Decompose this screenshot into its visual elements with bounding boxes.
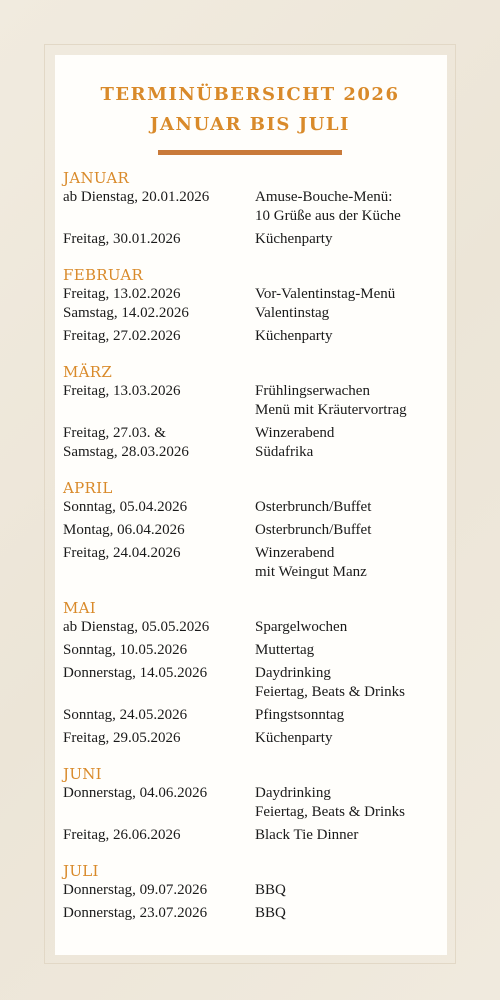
event-description-line: BBQ xyxy=(255,882,286,898)
event-description-line: Frühlingserwachen xyxy=(255,383,370,399)
event-description xyxy=(255,382,453,420)
event-date-line: Samstag, 28.03.2026 xyxy=(63,444,189,460)
event-description xyxy=(255,544,453,582)
event-date xyxy=(63,618,255,637)
event-description-line: 10 Grüße aus der Küche xyxy=(255,208,401,224)
event-date xyxy=(63,382,255,420)
month-heading: MÄRZ xyxy=(63,363,113,381)
event-description-line: Küchenparty xyxy=(255,231,333,247)
event-description-line: Küchenparty xyxy=(255,730,333,746)
event-entry xyxy=(63,230,453,249)
event-description xyxy=(255,230,453,249)
event-date-line: Freitag, 27.02.2026 xyxy=(63,328,181,344)
month-section xyxy=(63,362,453,462)
event-entry xyxy=(63,618,453,637)
event-description-line: Menü mit Kräutervortrag xyxy=(255,402,407,418)
event-date-line: Sonntag, 10.05.2026 xyxy=(63,642,188,658)
event-date-line: Sonntag, 24.05.2026 xyxy=(63,707,188,723)
event-schedule xyxy=(63,168,453,927)
event-date xyxy=(63,706,255,725)
event-date xyxy=(63,498,255,517)
event-description-line: Feiertag, Beats & Drinks xyxy=(255,804,405,820)
event-description xyxy=(255,784,453,822)
event-description xyxy=(255,826,453,845)
event-date-line: Freitag, 29.05.2026 xyxy=(63,730,181,746)
title-divider xyxy=(158,150,342,155)
month-section xyxy=(63,764,453,845)
event-entry xyxy=(63,904,453,923)
event-date xyxy=(63,521,255,540)
event-entry xyxy=(63,544,453,582)
event-description-line: Daydrinking xyxy=(255,665,331,681)
month-section xyxy=(63,861,453,923)
event-description-line: BBQ xyxy=(255,905,286,921)
event-description-line: mit Weingut Manz xyxy=(255,564,367,580)
event-date xyxy=(63,424,255,462)
event-date-line: Freitag, 24.04.2026 xyxy=(63,545,181,561)
event-entry xyxy=(63,784,453,822)
title-line-2: JANUAR BIS JULI xyxy=(150,114,350,135)
event-entry xyxy=(63,729,453,748)
event-date-line: Freitag, 13.03.2026 xyxy=(63,383,181,399)
event-description-line: Winzerabend xyxy=(255,425,335,441)
event-entry xyxy=(63,521,453,540)
event-description-line: Spargelwochen xyxy=(255,619,348,635)
event-date-line: Freitag, 26.06.2026 xyxy=(63,827,181,843)
event-date xyxy=(63,784,255,822)
event-description xyxy=(255,706,453,725)
event-description-line: Küchenparty xyxy=(255,328,333,344)
title-line-1: TERMINÜBERSICHT 2026 xyxy=(100,84,400,105)
event-description xyxy=(255,498,453,517)
event-date xyxy=(63,881,255,900)
month-heading: JUNI xyxy=(63,765,102,783)
event-date xyxy=(63,285,255,323)
event-description-line: Daydrinking xyxy=(255,785,331,801)
event-description-line: Osterbrunch/Buffet xyxy=(255,522,372,538)
event-entry xyxy=(63,881,453,900)
month-heading: JANUAR xyxy=(63,169,130,187)
month-section xyxy=(63,478,453,582)
event-date xyxy=(63,904,255,923)
event-description xyxy=(255,188,453,226)
month-section xyxy=(63,598,453,748)
event-description xyxy=(255,618,453,637)
event-description-line: Pfingstsonntag xyxy=(255,707,345,723)
event-date xyxy=(63,327,255,346)
event-date-line: Donnerstag, 23.07.2026 xyxy=(63,905,208,921)
event-date-line: Donnerstag, 14.05.2026 xyxy=(63,665,208,681)
event-description xyxy=(255,664,453,702)
event-description-line: Südafrika xyxy=(255,444,314,460)
event-description-line: Valentinstag xyxy=(255,305,330,321)
event-description xyxy=(255,521,453,540)
event-date-line: Freitag, 13.02.2026 xyxy=(63,286,181,302)
event-entry xyxy=(63,188,453,226)
event-entry xyxy=(63,664,453,702)
event-description xyxy=(255,729,453,748)
event-date xyxy=(63,729,255,748)
event-description-line: Amuse-Bouche-Menü: xyxy=(255,189,393,205)
event-date-line: ab Dienstag, 05.05.2026 xyxy=(63,619,210,635)
event-date-line: Freitag, 27.03. & xyxy=(63,425,166,441)
event-date-line: Freitag, 30.01.2026 xyxy=(63,231,181,247)
event-date xyxy=(63,826,255,845)
event-description-line: Black Tie Dinner xyxy=(255,827,359,843)
event-description xyxy=(255,327,453,346)
event-entry xyxy=(63,382,453,420)
event-entry xyxy=(63,641,453,660)
event-entry xyxy=(63,706,453,725)
month-heading: JULI xyxy=(63,862,99,880)
event-entry xyxy=(63,498,453,517)
event-date xyxy=(63,641,255,660)
event-description xyxy=(255,904,453,923)
event-date xyxy=(63,544,255,582)
event-description xyxy=(255,881,453,900)
event-date-line: Sonntag, 05.04.2026 xyxy=(63,499,188,515)
event-entry xyxy=(63,424,453,462)
event-date xyxy=(63,188,255,226)
month-section xyxy=(63,265,453,346)
event-description-line: Osterbrunch/Buffet xyxy=(255,499,372,515)
month-heading: APRIL xyxy=(63,479,113,497)
event-entry xyxy=(63,826,453,845)
event-description xyxy=(255,285,453,323)
event-date xyxy=(63,230,255,249)
event-description xyxy=(255,641,453,660)
page-title xyxy=(0,80,500,140)
event-date-line: Donnerstag, 09.07.2026 xyxy=(63,882,208,898)
event-date-line: Donnerstag, 04.06.2026 xyxy=(63,785,208,801)
event-date xyxy=(63,664,255,702)
event-description-line: Vor-Valentinstag-Menü xyxy=(255,286,396,302)
event-date-line: Samstag, 14.02.2026 xyxy=(63,305,189,321)
event-description-line: Muttertag xyxy=(255,642,315,658)
event-description-line: Winzerabend xyxy=(255,545,335,561)
event-date-line: Montag, 06.04.2026 xyxy=(63,522,185,538)
event-date-line: ab Dienstag, 20.01.2026 xyxy=(63,189,210,205)
month-heading: MAI xyxy=(63,599,97,617)
event-description-line: Feiertag, Beats & Drinks xyxy=(255,684,405,700)
event-description xyxy=(255,424,453,462)
month-section xyxy=(63,168,453,249)
month-heading: FEBRUAR xyxy=(63,266,144,284)
event-entry xyxy=(63,285,453,323)
event-entry xyxy=(63,327,453,346)
